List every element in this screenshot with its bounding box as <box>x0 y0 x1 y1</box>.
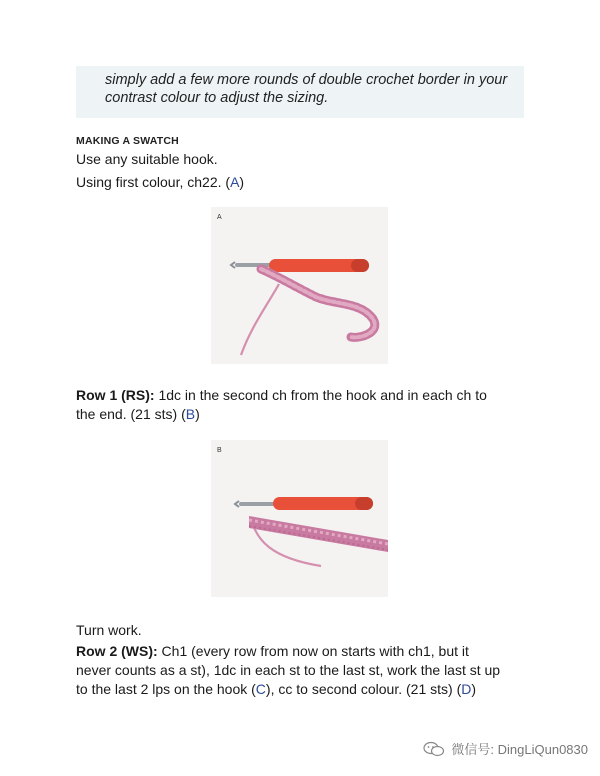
row-2-close-paren-d: ) <box>471 681 477 697</box>
photo-b-label: B <box>217 447 222 454</box>
watermark-text: 微信号: DingLiQun0830 <box>451 742 588 757</box>
row-2-text-2: never counts as a st), 1dc in each st to the last st, work the last st up <box>76 662 501 678</box>
photo-ref-d: D <box>461 681 472 697</box>
row-1-text-1: 1dc in the second ch from the hook and in each ch to <box>154 387 487 403</box>
row-1-instruction <box>76 386 536 424</box>
photo-a-label: A <box>217 214 222 221</box>
note-line-2: contrast colour to adjust the sizing. <box>105 90 329 106</box>
row-1-label: Row 1 (RS): <box>76 387 155 403</box>
note-box <box>76 66 524 118</box>
row-1-text-2: the end. (21 sts) <box>76 406 178 422</box>
row-2-text-3b: , cc to second colour. (21 sts) <box>270 681 453 697</box>
row-1-open-paren: ( <box>181 406 186 422</box>
photo-b-illustration <box>211 440 388 597</box>
wechat-icon <box>423 741 445 757</box>
row-1-close-paren: ) <box>195 406 200 422</box>
row-2-open-paren-c: ( <box>251 681 256 697</box>
row-2-text-3a: to the last 2 lps on the hook <box>76 681 248 697</box>
turn-work-instruction: Turn work. <box>76 622 142 638</box>
photo-ref-c: C <box>255 681 266 697</box>
section-heading: MAKING A SWATCH <box>76 135 179 147</box>
close-paren: ) <box>239 174 245 190</box>
photo-a-chain <box>211 207 388 364</box>
chain-instruction <box>76 173 244 191</box>
row-2-label: Row 2 (WS): <box>76 643 158 659</box>
wechat-watermark <box>423 739 588 758</box>
photo-a-illustration <box>211 207 388 364</box>
row-2-close-paren-c: ) <box>265 681 271 697</box>
open-paren: ( <box>225 174 231 190</box>
row-2-open-paren-d: ( <box>456 681 462 697</box>
photo-b-first-row <box>211 440 388 597</box>
row-2-instruction <box>76 642 536 699</box>
chain-instruction-text: Using first colour, ch22. <box>76 174 222 190</box>
row-2-text-1: Ch1 (every row from now on starts with ch1, but it <box>157 643 469 659</box>
photo-ref-a: A <box>230 174 240 190</box>
note-line-1: simply add a few more rounds of double crochet border in your <box>105 72 508 88</box>
hook-instruction: Use any suitable hook. <box>76 151 218 167</box>
photo-ref-b: B <box>185 406 196 422</box>
